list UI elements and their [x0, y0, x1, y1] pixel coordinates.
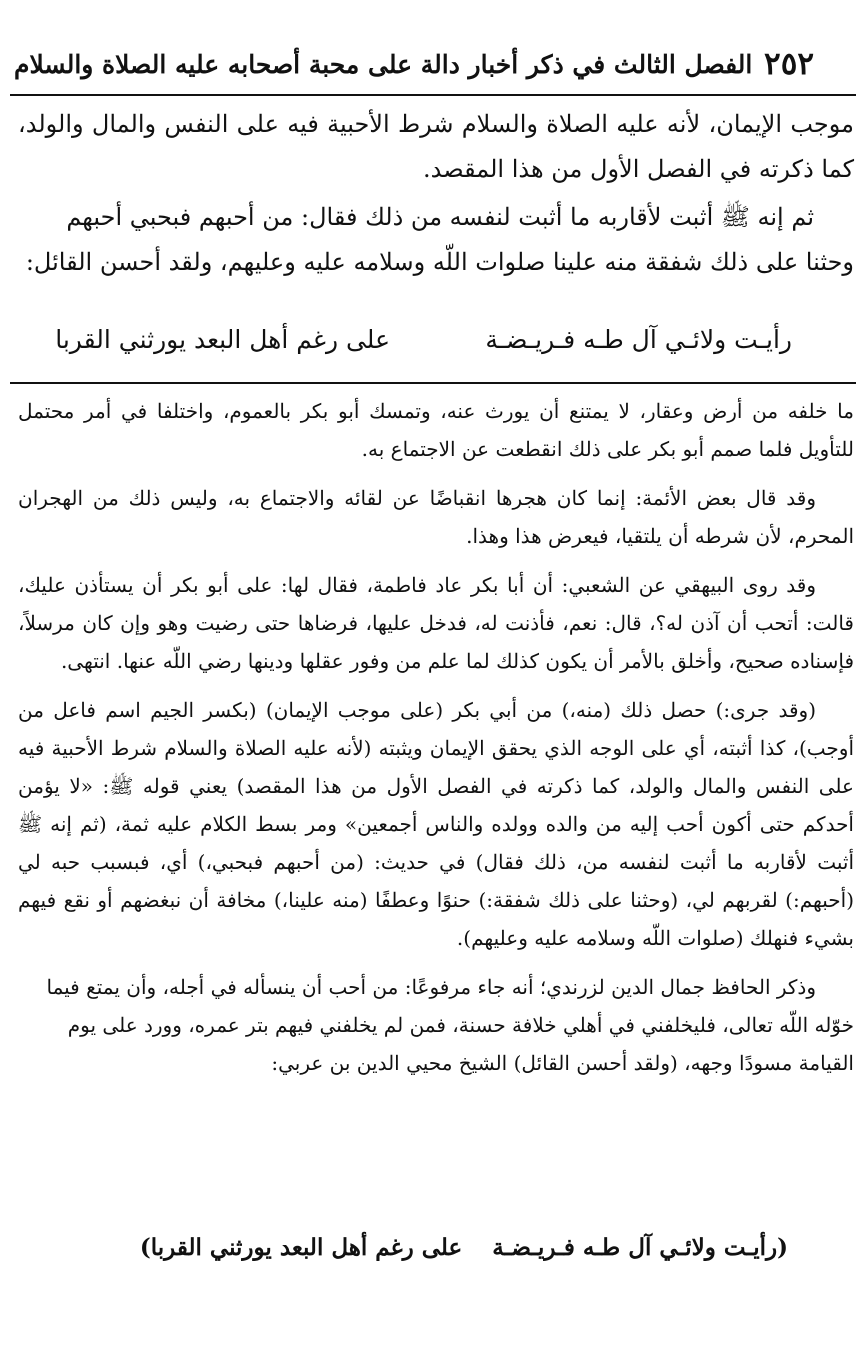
page-number: ٢٥٢	[764, 46, 814, 82]
commentary-paragraph: وذكر الحافظ جمال الدين لزرندي؛ أنه جاء مرفوعًا: من أحب أن ينسأله في أجله، وأن يمتع فيما خوّله اللّه تعالى، فليخلفني في أهلي خلافة حسنة، فمن لم يخلفني فيهم بتر عمره، وورد على يوم القيامة مسودًا وجهه، (ولقد أحسن القائل) الشيخ محيي الدين بن عربي:	[46, 975, 854, 1075]
final-verse-second-half: على رغم أهل البعد يورثني القربا)	[139, 1234, 463, 1261]
final-verse-first-half: (رأيـت ولائـي آل طـه فـريـضـة	[492, 1234, 788, 1261]
main-paragraph: ثم إنه ﷺ أثبت لأقاربه ما أثبت لنفسه من ذلك فقال: من أحبهم فبحبي أحبهم وحثنا على ذلك شفقة منه علينا صلوات اللّه وسلامه عليه وعليهم، ولقد أحسن القائل:	[25, 203, 854, 276]
commentary-text	[18, 392, 854, 1093]
commentary-paragraph: وقد روى البيهقي عن الشعبي: أن أبا بكر عاد فاطمة، فقال لها: على أبو بكر أن يستأذن عليك، قالت: أتحب أن آذن له؟، قال: نعم، فأذنت له، فدخل عليها، فرضاها حتى رضيت وهو وإن كان مرسلاً، فإسناده صحيح، وأخلق بالأمر أن يكون كذلك لما علم من وفور عقلها ودينها رضي اللّه عنها. انتهى.	[18, 573, 854, 673]
commentary-paragraph: وقد قال بعض الأئمة: إنما كان هجرها انقباضًا عن لقائه والاجتماع به، وليس ذلك من الهجران المحرم، لأن شرطه أن يلتقيا، فيعرض هذا وهذا.	[18, 486, 854, 548]
commentary-paragraph: ما خلفه من أرض وعقار، لا يمتنع أن يورث عنه، وتمسك أبو بكر بالعموم، واختلفا في أمر محتمل للتأويل فلما صمم أبو بكر على ذلك انقطعت عن الاجتماع به.	[18, 399, 854, 461]
main-text	[18, 102, 854, 288]
commentary-paragraph: (وقد جرى:) حصل ذلك (منه،) من أبي بكر (على موجب الإيمان) (بكسر الجيم اسم فاعل من أوجب)، كذا أثبته، أي على الوجه الذي يحقق الإيمان ويثبته (لأنه عليه الصلاة والسلام شرط الأحبية فيه على النفس والمال والولد، كما ذكرته في الفصل الأول من هذا المقصد) يعني قوله ﷺ: «لا يؤمن أحدكم حتى أكون أحب إليه من والده وولده والناس أجمعين» ومر بسط الكلام عليه ثمة، (ثم إنه ﷺ أثبت لأقاربه ما أثبت لنفسه من، ذلك فقال) في حديث: (من أحبهم فبحبي،) أي، فبسبب حبه لي (أحبهم:) لقربهم لي، (وحثنا على ذلك شفقة:) حنوًا وعطفًا (منه علينا،) مخافة أن نبغضهم أو نقع فيهم بشيء فنهلك (صلوات اللّه وسلامه عليه وعليهم).	[18, 698, 854, 950]
final-verse	[140, 1234, 788, 1261]
verse-first-half: رأيـت ولائـي آل طـه فـريـضـة	[485, 325, 792, 354]
header-rule	[10, 94, 856, 96]
verse-second-half: على رغم أهل البعد يورثني القربا	[55, 325, 390, 354]
running-title: الفصل الثالث في ذكر أخبار دالة على محبة أصحابه عليه الصلاة والسلام	[14, 49, 753, 79]
main-paragraph: موجب الإيمان، لأنه عليه الصلاة والسلام شرط الأحبية فيه على النفس والمال والولد، كما ذكرته في الفصل الأول من هذا المقصد.	[18, 110, 854, 183]
page-header	[14, 38, 854, 90]
separator-rule	[10, 382, 856, 384]
